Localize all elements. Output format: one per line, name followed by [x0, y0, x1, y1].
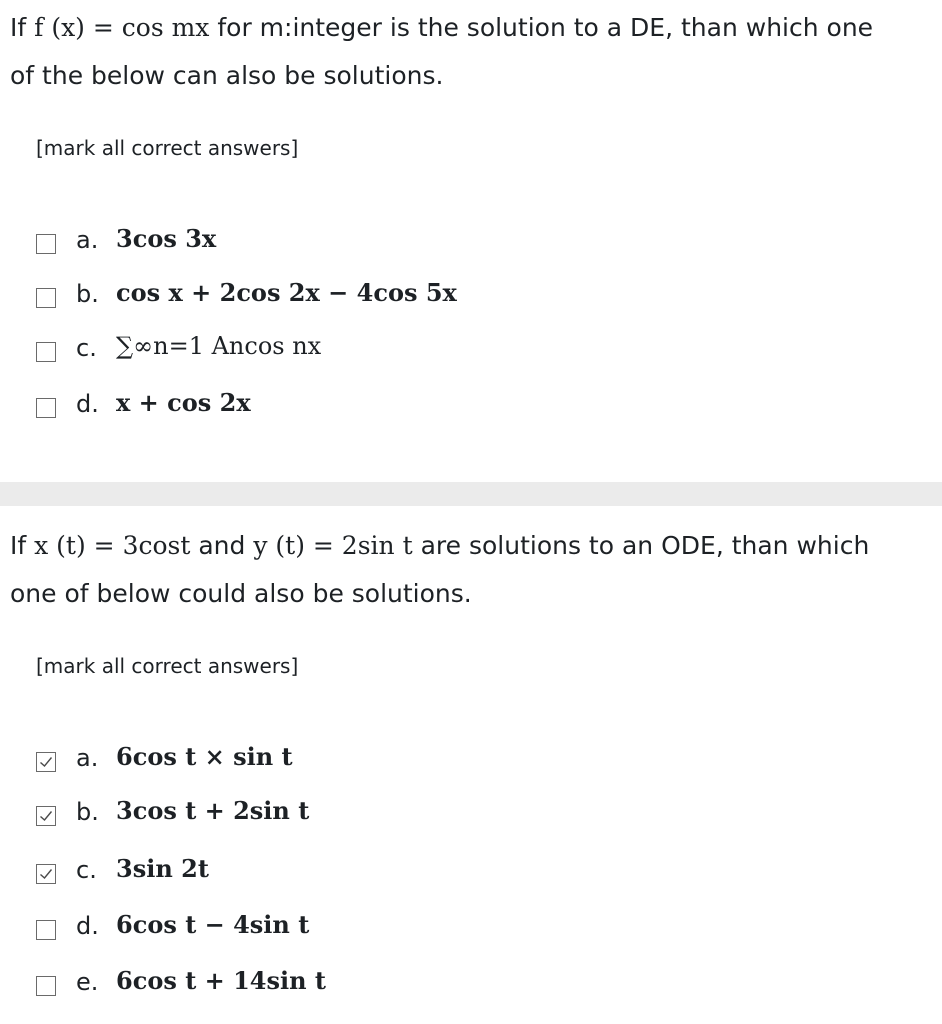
question-2-stem-math-1: x (t) = 3cost	[34, 531, 191, 560]
checkbox-unchecked[interactable]	[36, 398, 56, 418]
question-2-stem-math-2: y (t) = 2sin t	[253, 531, 413, 560]
question-2-stem-prefix: If	[10, 531, 35, 560]
option-text: 3cos 3x	[116, 224, 217, 253]
question-1-stem-line-1	[10, 4, 873, 52]
question-2-stem-line-1	[10, 522, 869, 570]
option-text: 3sin 2t	[116, 854, 209, 883]
question-1-stem	[10, 4, 873, 100]
question-2-instruction: [mark all correct answers]	[36, 654, 299, 678]
option-letter: d.	[76, 390, 99, 418]
option-text: 3cos t + 2sin t	[116, 796, 310, 825]
option-text: cos x + 2cos 2x − 4cos 5x	[116, 278, 457, 307]
option-letter: d.	[76, 912, 99, 940]
question-separator	[0, 482, 942, 506]
question-1-stem-line-2: of the below can also be solutions.	[10, 61, 444, 90]
checkmark-icon	[38, 754, 54, 770]
option-letter: c.	[76, 856, 97, 884]
option-letter: a.	[76, 744, 99, 772]
checkmark-icon	[38, 866, 54, 882]
question-2-stem	[10, 522, 869, 618]
question-2-stem-rest: are solutions to an ODE, than which	[412, 531, 870, 560]
option-letter: c.	[76, 334, 97, 362]
question-1-instruction: [mark all correct answers]	[36, 136, 299, 160]
checkbox-unchecked[interactable]	[36, 342, 56, 362]
option-letter: b.	[76, 280, 99, 308]
checkbox-unchecked[interactable]	[36, 976, 56, 996]
option-letter: a.	[76, 226, 99, 254]
question-1-stem-prefix: If	[10, 13, 35, 42]
option-text: 6cos t − 4sin t	[116, 910, 310, 939]
checkbox-unchecked[interactable]	[36, 234, 56, 254]
checkbox-checked[interactable]	[36, 806, 56, 826]
option-text: 6cos t + 14sin t	[116, 966, 327, 995]
option-letter: e.	[76, 968, 99, 996]
option-letter: b.	[76, 798, 99, 826]
question-1-stem-rest: for m:integer is the solution to a DE, than which one	[209, 13, 874, 42]
checkbox-unchecked[interactable]	[36, 920, 56, 940]
option-text: ∑∞n=1 Ancos nx	[116, 332, 322, 360]
checkbox-checked[interactable]	[36, 752, 56, 772]
checkbox-checked[interactable]	[36, 864, 56, 884]
option-text: 6cos t × sin t	[116, 742, 293, 771]
question-2-stem-line-2: one of below could also be solutions.	[10, 579, 472, 608]
option-text: x + cos 2x	[116, 388, 251, 417]
question-1-stem-math: f (x) = cos mx	[34, 13, 210, 42]
question-2-stem-mid: and	[190, 531, 254, 560]
question-2	[0, 506, 942, 1024]
checkbox-unchecked[interactable]	[36, 288, 56, 308]
checkmark-icon	[38, 808, 54, 824]
question-1	[0, 0, 942, 482]
